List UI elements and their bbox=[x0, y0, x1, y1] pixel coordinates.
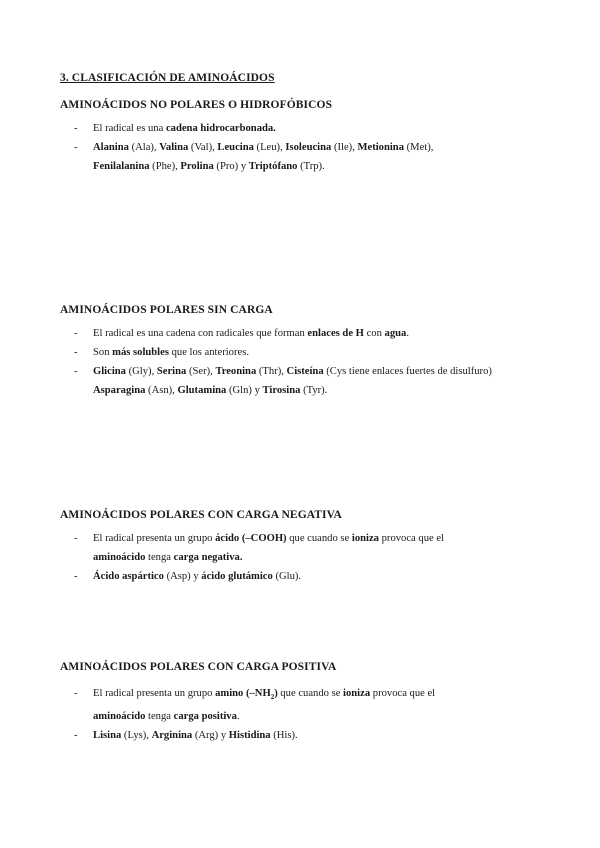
section-heading-polar-negative: AMINOÁCIDOS POLARES CON CARGA NEGATIVA bbox=[60, 509, 342, 521]
list-item-text bbox=[93, 324, 553, 343]
text-run: El radical presenta un grupo bbox=[93, 533, 216, 544]
bullet-dash: - bbox=[74, 347, 78, 358]
list-item-line bbox=[93, 138, 553, 157]
text-run: (Ser), bbox=[186, 366, 216, 377]
text-run: que cuando se bbox=[286, 533, 352, 544]
list-item-text bbox=[93, 138, 553, 176]
list-item bbox=[0, 567, 600, 586]
section-list-nonpolar bbox=[0, 119, 600, 176]
text-run: amino (–NH bbox=[215, 688, 271, 699]
text-run: Ácido aspártico bbox=[93, 571, 164, 582]
section-list-polar-positive bbox=[0, 684, 600, 745]
bullet-dash: - bbox=[74, 123, 78, 134]
text-run: Valina bbox=[159, 142, 189, 153]
list-item bbox=[0, 343, 600, 362]
text-run: (Lys), bbox=[121, 730, 152, 742]
section-heading-polar-uncharged: AMINOÁCIDOS POLARES SIN CARGA bbox=[60, 304, 273, 316]
list-item-text bbox=[93, 362, 553, 400]
text-run: El radical es una cadena con radicales que forman bbox=[93, 328, 308, 339]
text-run: Alanina bbox=[93, 142, 129, 153]
text-run: (Ala), bbox=[128, 142, 160, 153]
list-item-line bbox=[93, 343, 553, 362]
text-run: Leucina bbox=[217, 142, 254, 153]
text-run: que cuando se bbox=[277, 688, 344, 699]
text-run: ) bbox=[274, 688, 278, 699]
text-run: ioniza bbox=[351, 533, 379, 544]
list-item-line bbox=[93, 567, 553, 586]
list-item-line bbox=[93, 324, 553, 343]
text-run: Prolina bbox=[180, 161, 214, 172]
text-run: aminoácido bbox=[93, 552, 146, 563]
text-run: carga negativa. bbox=[173, 552, 243, 563]
text-run: más solubles bbox=[112, 347, 169, 358]
text-run: (Ile), bbox=[331, 142, 358, 153]
text-run: (Tyr). bbox=[300, 385, 328, 396]
text-run: que los anteriores. bbox=[168, 347, 249, 358]
text-run: Treonina bbox=[215, 366, 257, 377]
text-run: ioniza bbox=[343, 688, 371, 699]
text-run: cadena hidrocarbonada. bbox=[165, 123, 276, 134]
text-run: (Thr), bbox=[256, 366, 287, 377]
text-run: 2 bbox=[270, 693, 275, 702]
section-heading-nonpolar: AMINOÁCIDOS NO POLARES O HIDROFÓBICOS bbox=[60, 99, 333, 111]
list-item-line bbox=[93, 157, 553, 176]
bullet-dash: - bbox=[74, 533, 78, 544]
list-item-text bbox=[93, 684, 553, 726]
text-run: (Phe), bbox=[149, 161, 181, 172]
list-item bbox=[0, 138, 600, 176]
section-heading-polar-positive: AMINOÁCIDOS POLARES CON CARGA POSITIVA bbox=[60, 661, 337, 673]
list-item-text bbox=[93, 529, 553, 567]
text-run: Glicina bbox=[93, 366, 126, 377]
text-run: Fenilalanina bbox=[93, 161, 150, 172]
list-item-line bbox=[93, 119, 553, 138]
bullet-dash: - bbox=[74, 688, 78, 699]
list-item-text bbox=[93, 567, 553, 586]
text-run: con bbox=[363, 328, 385, 339]
list-item-text bbox=[93, 726, 553, 745]
text-run: Glutamina bbox=[177, 385, 227, 396]
list-item bbox=[0, 324, 600, 343]
text-run: (Trp). bbox=[297, 161, 325, 172]
page-title: 3. CLASIFICACIÓN DE AMINOÁCIDOS bbox=[60, 72, 275, 84]
text-run: carga positiva bbox=[173, 711, 237, 723]
text-run: provoca que el bbox=[378, 533, 444, 544]
text-run: Triptófano bbox=[248, 161, 298, 172]
list-item bbox=[0, 119, 600, 138]
text-run: Son bbox=[93, 347, 113, 358]
text-run: tenga bbox=[145, 552, 174, 563]
text-run: (Gly), bbox=[125, 366, 157, 377]
text-run: Cisteína bbox=[286, 366, 324, 377]
text-run: provoca que el bbox=[370, 688, 436, 699]
bullet-dash: - bbox=[74, 366, 78, 377]
text-run: . bbox=[236, 711, 240, 723]
list-item-line bbox=[93, 548, 553, 567]
text-run: Metionina bbox=[357, 142, 404, 153]
text-run: (Glu). bbox=[272, 571, 302, 582]
text-run: El radical presenta un grupo bbox=[93, 688, 216, 699]
list-item-text bbox=[93, 119, 553, 138]
text-run: Serina bbox=[156, 366, 187, 377]
list-item-line bbox=[93, 381, 553, 400]
list-item-line bbox=[93, 529, 553, 548]
text-run: tenga bbox=[145, 711, 174, 723]
text-run: agua bbox=[384, 328, 407, 339]
text-run: (Val), bbox=[188, 142, 218, 153]
list-item-line bbox=[93, 726, 553, 745]
text-run: Tirosina bbox=[262, 385, 301, 396]
text-run: (Asn), bbox=[145, 385, 178, 396]
list-item-line bbox=[93, 684, 553, 707]
list-item-text bbox=[93, 343, 553, 362]
list-item bbox=[0, 529, 600, 567]
list-item bbox=[0, 684, 600, 726]
text-run: . bbox=[406, 328, 409, 339]
bullet-dash: - bbox=[74, 328, 78, 339]
bullet-dash: - bbox=[74, 142, 78, 153]
text-run: ácido (–COOH) bbox=[215, 533, 287, 544]
text-run: Arginina bbox=[151, 730, 193, 742]
text-run: ácido glutámico bbox=[201, 571, 273, 582]
text-run: (Pro) y bbox=[213, 161, 249, 172]
text-run: (Leu), bbox=[253, 142, 286, 153]
text-run: (Met), bbox=[404, 142, 434, 153]
text-run: aminoácido bbox=[93, 711, 146, 723]
text-run: (Asp) y bbox=[163, 571, 202, 582]
text-run: (His). bbox=[270, 730, 298, 742]
list-item-line bbox=[93, 362, 553, 381]
text-run: Lisina bbox=[93, 730, 122, 742]
section-list-polar-uncharged bbox=[0, 324, 600, 400]
list-item bbox=[0, 726, 600, 745]
text-run: enlaces de H bbox=[307, 328, 364, 339]
text-run: (Cys tiene enlaces fuertes de disulfuro) bbox=[323, 366, 492, 377]
list-item-line bbox=[93, 707, 553, 726]
text-run: (Arg) y bbox=[192, 730, 229, 742]
text-run: Asparagina bbox=[93, 385, 146, 396]
text-run: Isoleucina bbox=[285, 142, 332, 153]
text-run: Histidina bbox=[228, 730, 271, 742]
list-item bbox=[0, 362, 600, 400]
bullet-dash: - bbox=[74, 571, 78, 582]
text-run: El radical es una bbox=[93, 123, 166, 134]
section-list-polar-negative bbox=[0, 529, 600, 586]
bullet-dash: - bbox=[74, 730, 78, 742]
text-run: (Gln) y bbox=[226, 385, 263, 396]
